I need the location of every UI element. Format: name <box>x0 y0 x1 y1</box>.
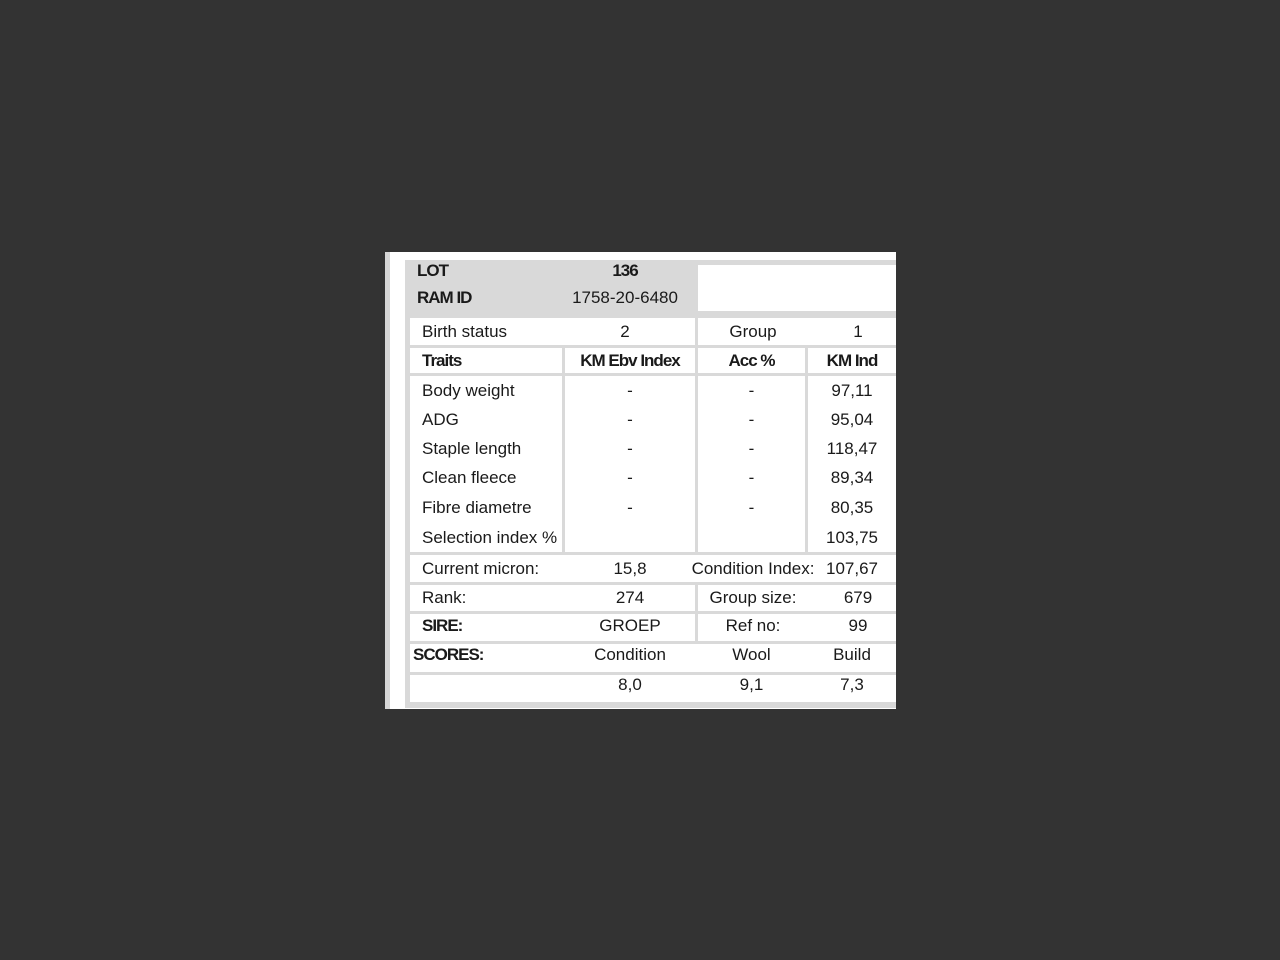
trait-acc-value: - <box>748 468 755 487</box>
trait-ind-value: 118,47 <box>826 439 878 458</box>
trait-ebv-value: - <box>627 410 633 429</box>
card-left-edge <box>385 252 390 709</box>
birth-status-label: Birth status <box>422 322 508 341</box>
trait-acc-value: - <box>748 498 755 517</box>
traits-ind-column <box>808 376 896 552</box>
score-header-build: Build <box>833 645 871 664</box>
trait-name: Staple length <box>422 439 522 458</box>
column-header-ebv: KM Ebv Index <box>565 348 695 373</box>
trait-ebv-value: - <box>627 468 633 487</box>
ref-no-row <box>698 614 896 641</box>
score-value-condition: 8,0 <box>618 675 642 694</box>
group-label: Group <box>729 322 777 341</box>
column-header-acc: Acc % <box>698 348 805 373</box>
scores-label: SCORES: <box>413 645 484 664</box>
traits-name-column <box>410 376 562 552</box>
column-header-traits: Traits <box>410 348 562 373</box>
ram-info-card <box>385 252 896 709</box>
trait-name: Clean fleece <box>422 468 517 487</box>
lot-label: LOT <box>417 261 448 280</box>
trait-acc-value: - <box>748 381 755 400</box>
score-value-build: 7,3 <box>840 675 864 694</box>
trait-name: ADG <box>422 410 459 429</box>
ref-no-label: Ref no: <box>725 616 781 635</box>
condition-index-value: 107,67 <box>826 559 878 578</box>
sire-row <box>410 614 695 641</box>
birth-status-row <box>410 318 695 345</box>
ram-id-label: RAM ID <box>417 288 472 307</box>
trait-name: Selection index % <box>422 528 558 547</box>
score-header-wool: Wool <box>732 645 771 664</box>
trait-acc-value: - <box>748 410 755 429</box>
trait-name: Body weight <box>422 381 515 400</box>
ref-no-value: 99 <box>848 616 868 635</box>
trait-ebv-value: - <box>627 381 633 400</box>
lot-header-block <box>405 260 695 308</box>
trait-ind-value: 97,11 <box>831 381 873 400</box>
trait-ind-value: 103,75 <box>826 528 878 547</box>
trait-ebv-value: - <box>627 498 633 517</box>
birth-status-value: 2 <box>620 322 630 341</box>
rank-row <box>410 585 695 611</box>
score-value-wool: 9,1 <box>739 675 764 694</box>
condition-index-label: Condition Index: <box>691 559 815 578</box>
group-size-label: Group size: <box>709 588 797 607</box>
header-blank-area <box>698 265 896 311</box>
sire-label: SIRE: <box>422 616 463 635</box>
trait-acc-value: - <box>748 439 755 458</box>
group-row <box>698 318 896 345</box>
scores-header-row <box>410 644 896 672</box>
trait-ind-value: 95,04 <box>830 410 874 429</box>
sire-value: GROEP <box>599 616 661 635</box>
trait-ebv-value: - <box>627 439 633 458</box>
group-size-row <box>698 585 896 611</box>
column-header-ind: KM Ind <box>808 348 896 373</box>
trait-name: Fibre diametre <box>422 498 532 517</box>
trait-ebv-value <box>565 523 695 552</box>
rank-label: Rank: <box>422 588 467 607</box>
rank-value: 274 <box>615 588 645 607</box>
traits-acc-column <box>698 376 805 552</box>
scores-values-row <box>410 675 896 702</box>
micron-row <box>410 555 896 582</box>
current-micron-value: 15,8 <box>613 559 647 578</box>
group-value: 1 <box>853 322 863 341</box>
ram-id-value: 1758-20-6480 <box>572 288 678 307</box>
ram-data-sheet <box>405 260 896 708</box>
score-header-condition: Condition <box>594 645 666 664</box>
trait-acc-value <box>698 523 805 552</box>
group-size-value: 679 <box>843 588 873 607</box>
trait-ind-value: 89,34 <box>830 468 874 487</box>
lot-value: 136 <box>612 261 638 280</box>
trait-ind-value: 80,35 <box>830 498 874 517</box>
current-micron-label: Current micron: <box>422 559 540 578</box>
traits-ebv-column <box>565 376 695 552</box>
